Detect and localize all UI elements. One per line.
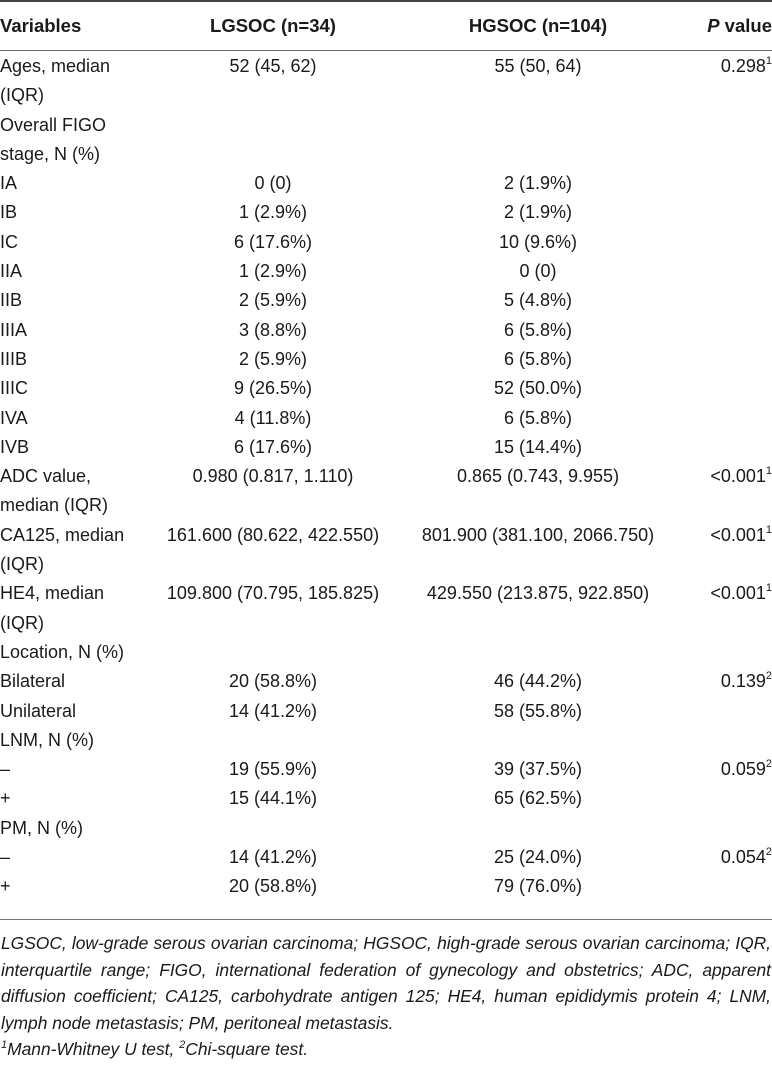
row-lgsoc: 1 (2.9%) [238,261,308,282]
row-label: IVB [0,436,30,457]
row-hgsoc: 39 (37.5%) [493,759,583,780]
row-p-value [670,345,772,374]
row-p-value [670,433,772,462]
row-p-value [670,814,772,843]
row-hgsoc: 801.900 (381.100, 2066.750) [421,524,655,545]
row-lgsoc: 20 (58.8%) [228,671,318,692]
row-lgsoc: 14 (41.2%) [228,700,318,721]
row-lgsoc: 2 (5.9%) [238,290,308,311]
table-row [0,374,772,403]
row-hgsoc [406,726,670,755]
table-row [0,755,772,784]
row-p-value [670,404,772,433]
row-hgsoc: 52 (50.0%) [493,378,583,399]
row-label: HE4, median (IQR) [0,583,105,633]
row-label: – [0,847,11,868]
row-label: Unilateral [0,700,77,721]
row-hgsoc: 25 (24.0%) [493,847,583,868]
row-hgsoc: 6 (5.8%) [503,319,573,340]
row-p-value [670,462,772,521]
table-row [0,521,772,580]
row-label: CA125, median (IQR) [0,524,125,575]
table-row [0,286,772,315]
table-row [0,784,772,813]
row-p-value [670,198,772,227]
row-hgsoc: 6 (5.8%) [503,348,573,369]
row-label: + [0,788,11,809]
row-p-value [670,52,772,111]
table-row [0,257,772,286]
table-footnote [1,930,771,1063]
row-hgsoc: 10 (9.6%) [498,231,578,252]
row-p-value [670,872,772,901]
row-hgsoc [406,111,670,170]
row-lgsoc: 109.800 (70.795, 185.825) [166,583,380,604]
row-hgsoc: 5 (4.8%) [503,290,573,311]
header-lgsoc: LGSOC (n=34) [210,15,336,36]
row-p-value [670,726,772,755]
p-value-text: 0.054 [720,847,766,868]
row-hgsoc [406,814,670,843]
row-lgsoc: 161.600 (80.622, 422.550) [166,524,380,545]
row-hgsoc: 6 (5.8%) [503,407,573,428]
row-p-value [670,111,772,170]
row-lgsoc: 20 (58.8%) [228,876,318,897]
table-row [0,843,772,872]
row-p-value [670,521,772,580]
table-row [0,726,772,755]
row-lgsoc [140,726,406,755]
row-hgsoc: 58 (55.8%) [493,700,583,721]
row-label: IIIB [0,348,28,369]
p-value-footnote-mark: 2 [765,670,772,683]
table-body [0,52,772,902]
row-p-value [670,579,772,638]
header-variables: Variables [0,15,82,36]
row-hgsoc: 15 (14.4%) [493,436,583,457]
p-value-footnote-mark: 1 [765,465,772,478]
row-hgsoc: 55 (50, 64) [494,56,582,76]
row-lgsoc: 9 (26.5%) [233,378,313,399]
p-value-footnote-mark: 2 [765,846,772,859]
row-label: IIA [0,261,23,282]
table-row [0,462,772,521]
p-value-footnote-mark: 1 [765,55,772,67]
row-label: IB [0,202,18,223]
row-lgsoc [140,638,406,667]
row-lgsoc [140,814,406,843]
row-label: – [0,759,11,780]
p-value-text: 0.139 [720,671,766,692]
row-lgsoc: 2 (5.9%) [238,348,308,369]
p-value-text: <0.001 [710,583,766,604]
table-row [0,433,772,462]
footnote-test-1: Mann-Whitney U test, [7,1039,180,1060]
p-value-text: <0.001 [710,524,766,545]
row-p-value [670,638,772,667]
row-hgsoc: 65 (62.5%) [493,788,583,809]
row-label: Ages, median (IQR) [0,56,111,106]
row-p-value [670,286,772,315]
table-row [0,345,772,374]
row-label: IC [0,231,18,252]
row-lgsoc: 15 (44.1%) [228,788,318,809]
row-label: IIIC [0,378,29,399]
row-p-value [670,228,772,257]
table-row [0,316,772,345]
row-label: PM, N (%) [0,817,83,838]
table-row [0,872,772,901]
row-p-value [670,374,772,403]
header-row [0,0,772,52]
row-lgsoc: 52 (45, 62) [229,56,317,76]
row-hgsoc: 2 (1.9%) [503,202,573,223]
header-p-value [670,0,772,52]
row-lgsoc [140,111,406,170]
row-hgsoc: 429.550 (213.875, 922.850) [426,583,650,604]
row-label: + [0,876,11,897]
row-p-value [670,784,772,813]
row-p-value [670,843,772,872]
row-lgsoc: 6 (17.6%) [233,436,313,457]
header-p-rest: value [719,15,772,36]
table-row [0,111,772,170]
table-row [0,52,772,111]
footnote-abbreviations: LGSOC, low-grade serous ovarian carcinoma; HGSOC, high-grade serous ovarian carcinoma; IQR, interquartile range; FIGO, international federation of gynecology and obstetrics; ADC, apparent diffusion coefficient; CA125, carbohydrate antigen 125; HE4, human epididymis protein 4; LNM, lymph node metastasis; PM, peritoneal metastasis. [1,933,771,1033]
row-lgsoc: 6 (17.6%) [233,231,313,252]
row-label: ADC value, median (IQR) [0,466,109,516]
row-p-value [670,316,772,345]
row-lgsoc: 14 (41.2%) [228,847,318,868]
p-value-text: <0.001 [710,466,766,487]
table-row [0,638,772,667]
row-hgsoc: 0 (0) [519,261,557,282]
row-lgsoc: 0.980 (0.817, 1.110) [192,466,354,487]
p-value-text: 0.059 [720,759,766,780]
footnote-sup-2: 2 [179,1038,186,1051]
header-hgsoc: HGSOC (n=104) [468,15,608,36]
row-lgsoc: 1 (2.9%) [238,202,308,223]
footnote-sup-1: 1 [1,1038,8,1051]
row-p-value [670,667,772,696]
row-label: IIIA [0,319,28,340]
p-value-text: 0.298 [720,56,766,76]
row-lgsoc: 0 (0) [254,173,292,194]
row-label: IVA [0,407,28,428]
table-row [0,667,772,696]
table-row [0,228,772,257]
row-p-value [670,755,772,784]
row-p-value [670,169,772,198]
table-row [0,404,772,433]
row-hgsoc: 79 (76.0%) [493,876,583,897]
row-hgsoc: 2 (1.9%) [503,173,573,194]
row-label: Bilateral [0,671,66,692]
table-row [0,697,772,726]
row-label: IA [0,173,18,194]
table-row [0,579,772,638]
row-lgsoc: 3 (8.8%) [238,319,308,340]
p-value-footnote-mark: 2 [765,758,772,771]
footnote-test-2: Chi-square test. [185,1039,309,1060]
header-p-italic: P [707,15,720,36]
row-label: IIB [0,290,23,311]
row-label: Overall FIGO stage, N (%) [0,114,107,164]
row-label: Location, N (%) [0,641,125,662]
table-row [0,169,772,198]
table-row [0,198,772,227]
bottom-rule [0,919,772,920]
row-p-value [670,257,772,286]
row-label: LNM, N (%) [0,729,94,750]
p-value-footnote-mark: 1 [765,523,772,536]
p-value-footnote-mark: 1 [765,582,772,595]
row-lgsoc: 4 (11.8%) [234,407,312,428]
table-row [0,814,772,843]
row-hgsoc: 0.865 (0.743, 9.955) [456,466,620,487]
row-hgsoc [406,638,670,667]
row-hgsoc: 46 (44.2%) [493,671,583,692]
row-lgsoc: 19 (55.9%) [228,759,318,780]
row-p-value [670,697,772,726]
